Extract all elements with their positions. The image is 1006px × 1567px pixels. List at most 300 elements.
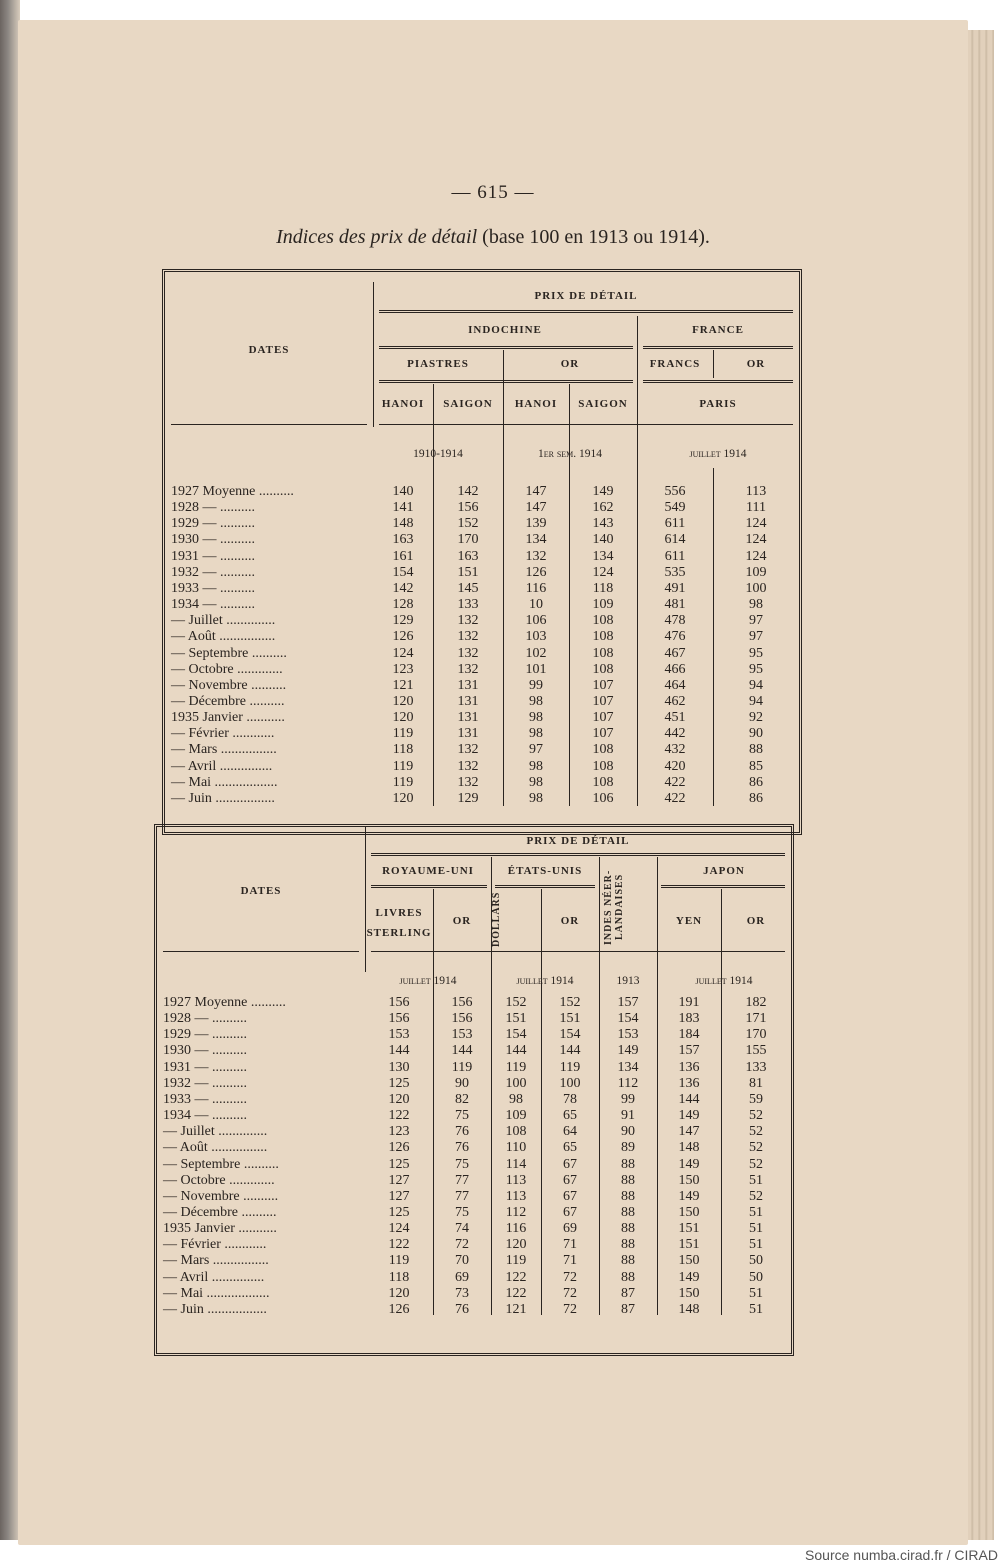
cell-value: 100 [745,580,767,596]
saigon-header-1: SAIGON [443,398,493,410]
cell-value: 77 [455,1188,469,1204]
row-label: 1934 — .......... [171,597,255,613]
table-row [157,1124,791,1140]
cell-value: 87 [621,1285,635,1301]
cell-value: 136 [678,1059,700,1075]
cell-value: 118 [388,1269,410,1285]
cell-value: 478 [664,613,686,629]
cell-value: 99 [621,1091,635,1107]
row-label: — Juin ................. [171,790,275,806]
cell-value: 108 [505,1124,527,1140]
cell-value: 132 [457,661,479,677]
row-label: 1930 — .......... [163,1043,247,1059]
base-period-1: juillet 1914 [399,975,457,987]
book-spine-edge [0,0,20,1540]
cell-value: 611 [664,548,686,564]
cell-value: 90 [749,726,763,742]
cell-value: 88 [621,1237,635,1253]
cell-value: 182 [745,995,767,1010]
table-row [165,532,799,548]
cell-value: 65 [563,1140,577,1156]
or-header-3: OR [746,915,766,927]
cell-value: 118 [392,742,414,758]
cell-value: 150 [678,1285,700,1301]
cell-value: 88 [621,1253,635,1269]
cell-value: 126 [525,564,547,580]
row-label: — Mai .................. [163,1285,270,1301]
cell-value: 114 [505,1156,527,1172]
base-period-2: 1er sem. 1914 [537,448,603,460]
cell-value: 151 [505,1011,527,1027]
cell-value: 72 [563,1269,577,1285]
cell-value: 144 [678,1091,700,1107]
cell-value: 122 [388,1108,410,1124]
cell-value: 144 [559,1043,581,1059]
royaume-uni-header: ROYAUME-UNI [382,865,474,877]
cell-value: 76 [455,1124,469,1140]
cell-value: 432 [664,742,686,758]
cell-value: 67 [563,1156,577,1172]
cell-value: 132 [457,742,479,758]
cell-value: 112 [505,1204,527,1220]
cell-value: 156 [388,995,410,1010]
row-label: 1931 — .......... [163,1059,247,1075]
piastres-header: PIASTRES [407,358,469,370]
cell-value: 144 [388,1043,410,1059]
row-label: — Juillet .............. [171,613,276,629]
cell-value: 153 [617,1027,639,1043]
livres-sterling-header [365,903,433,943]
cell-value: 95 [749,661,763,677]
cell-value: 51 [749,1172,763,1188]
row-label: — Mars ................ [163,1253,269,1269]
base-period-3: juillet 1914 [689,448,747,460]
table-row [165,742,799,758]
cell-value: 136 [678,1075,700,1091]
cell-value: 82 [455,1091,469,1107]
cell-value: 151 [678,1221,700,1237]
cell-value: 149 [678,1156,700,1172]
cell-value: 108 [592,742,614,758]
cell-value: 119 [559,1059,581,1075]
cell-value: 52 [749,1124,763,1140]
cell-value: 102 [525,645,547,661]
cell-value: 122 [505,1285,527,1301]
cell-value: 124 [388,1221,410,1237]
cell-value: 147 [525,500,547,516]
cell-value: 73 [455,1285,469,1301]
cell-value: 111 [746,500,766,516]
cell-value: 120 [388,1091,410,1107]
cell-value: 98 [509,1091,523,1107]
indes-header: INDES NÉER-LANDAISES [603,869,625,945]
cell-value: 153 [451,1027,473,1043]
cell-value: 119 [505,1059,527,1075]
cell-value: 161 [392,548,414,564]
cell-value: 149 [678,1108,700,1124]
cell-value: 126 [388,1301,410,1317]
cell-value: 90 [621,1124,635,1140]
cell-value: 51 [749,1221,763,1237]
cell-value: 150 [678,1204,700,1220]
cell-value: 109 [745,564,767,580]
row-label: — Juin ................. [163,1301,267,1317]
row-label: 1930 — .......... [171,532,255,548]
cell-value: 75 [455,1204,469,1220]
cell-value: 67 [563,1172,577,1188]
cell-value: 134 [525,532,547,548]
cell-value: 154 [392,564,414,580]
cell-value: 98 [529,710,543,726]
cell-value: 107 [592,677,614,693]
group-header: PRIX DE DÉTAIL [534,290,638,302]
cell-value: 52 [749,1140,763,1156]
table-row [157,1043,791,1059]
table-uk-us-indes-japon [154,824,794,1356]
cell-value: 156 [451,995,473,1010]
cell-value: 113 [745,484,767,499]
cell-value: 10 [529,597,543,613]
cell-value: 106 [592,790,614,806]
cell-value: 156 [451,1011,473,1027]
row-label: — Septembre .......... [163,1156,279,1172]
cell-value: 86 [749,790,763,806]
table-row [165,484,799,500]
group-header: PRIX DE DÉTAIL [526,835,630,847]
cell-value: 157 [678,1043,700,1059]
cell-value: 491 [664,580,686,596]
cell-value: 113 [505,1188,527,1204]
cell-value: 51 [749,1301,763,1317]
table-row [165,775,799,791]
cell-value: 122 [505,1269,527,1285]
cell-value: 98 [529,693,543,709]
cell-value: 50 [749,1269,763,1285]
page-title [18,226,968,249]
cell-value: 128 [392,597,414,613]
cell-value: 52 [749,1156,763,1172]
cell-value: 171 [745,1011,767,1027]
etats-unis-header: ÉTATS-UNIS [507,865,583,877]
cell-value: 88 [621,1172,635,1188]
cell-value: 162 [592,500,614,516]
cell-value: 464 [664,677,686,693]
cell-value: 107 [592,726,614,742]
cell-value: 132 [457,774,479,790]
cell-value: 88 [621,1269,635,1285]
table-row [157,1237,791,1253]
table-row [157,1286,791,1302]
cell-value: 64 [563,1124,577,1140]
table-row [157,1027,791,1043]
dollars-header: DOLLARS [491,891,502,947]
cell-value: 76 [455,1301,469,1317]
row-label: — Mai .................. [171,774,278,790]
cell-value: 556 [664,484,686,499]
row-label: — Novembre .......... [163,1188,279,1204]
cell-value: 65 [563,1108,577,1124]
cell-value: 131 [457,710,479,726]
cell-value: 163 [392,532,414,548]
base-period-1: 1910-1914 [413,448,463,460]
table-row [165,694,799,710]
table-row [165,597,799,613]
cell-value: 124 [745,532,767,548]
france-header: FRANCE [692,324,744,336]
cell-value: 183 [678,1011,700,1027]
cell-value: 134 [592,548,614,564]
cell-value: 121 [505,1301,527,1317]
hanoi-header-1: HANOI [381,398,425,410]
source-credit: Source numba.cirad.fr / CIRAD [805,1547,998,1563]
row-label: — Octobre ............. [171,661,283,677]
base-period-2: juillet 1914 [516,975,574,987]
cell-value: 120 [392,790,414,806]
cell-value: 549 [664,500,686,516]
table-row [165,549,799,565]
page-number: — 615 — [451,182,535,203]
row-label: — Février ............ [171,726,275,742]
or-header-2: OR [746,358,766,370]
cell-value: 107 [592,693,614,709]
cell-value: 145 [457,580,479,596]
cell-value: 143 [592,516,614,532]
cell-value: 119 [451,1059,473,1075]
cell-value: 89 [621,1140,635,1156]
table-row [165,581,799,597]
cell-value: 132 [525,548,547,564]
hanoi-header-2: HANOI [514,398,558,410]
table-row [157,1092,791,1108]
cell-value: 149 [617,1043,639,1059]
cell-value: 184 [678,1027,700,1043]
or-header-2: OR [560,915,580,927]
cell-value: 170 [457,532,479,548]
cell-value: 92 [749,710,763,726]
cell-value: 51 [749,1204,763,1220]
cell-value: 124 [392,645,414,661]
cell-value: 103 [525,629,547,645]
cell-value: 123 [392,661,414,677]
cell-value: 155 [745,1043,767,1059]
table-row [157,1302,791,1318]
cell-value: 150 [678,1253,700,1269]
cell-value: 94 [749,677,763,693]
cell-value: 152 [457,516,479,532]
cell-value: 124 [745,516,767,532]
row-label: 1927 Moyenne .......... [163,995,286,1010]
table-row [157,1011,791,1027]
cell-value: 76 [455,1140,469,1156]
or-header-1: OR [452,915,472,927]
cell-value: 157 [617,995,639,1010]
cell-value: 132 [457,629,479,645]
francs-header: FRANCS [649,358,701,370]
row-label: 1928 — .......... [171,500,255,516]
cell-value: 124 [745,548,767,564]
row-label: 1929 — .......... [163,1027,247,1043]
cell-value: 123 [388,1124,410,1140]
table-row [157,1140,791,1156]
cell-value: 125 [388,1204,410,1220]
cell-value: 148 [678,1140,700,1156]
cell-value: 69 [563,1221,577,1237]
row-label: 1928 — .......... [163,1011,247,1027]
row-label: — Décembre .......... [171,693,285,709]
table-row [165,678,799,694]
cell-value: 120 [392,693,414,709]
cell-value: 154 [505,1027,527,1043]
cell-value: 121 [392,677,414,693]
cell-value: 142 [457,484,479,499]
yen-header: YEN [675,915,703,927]
cell-value: 126 [388,1140,410,1156]
base-period-3: 1913 [616,975,640,987]
cell-value: 148 [678,1301,700,1317]
cell-value: 70 [455,1253,469,1269]
cell-value: 88 [621,1204,635,1220]
cell-value: 467 [664,645,686,661]
row-label: 1932 — .......... [171,564,255,580]
table-row [165,662,799,678]
cell-value: 100 [505,1075,527,1091]
cell-value: 126 [392,629,414,645]
cell-value: 611 [664,516,686,532]
row-label: 1931 — .......... [171,548,255,564]
row-label: 1932 — .......... [163,1075,247,1091]
cell-value: 191 [678,995,700,1010]
cell-value: 100 [559,1075,581,1091]
livres-label: LIVRES [375,907,423,919]
cell-value: 81 [749,1075,763,1091]
cell-value: 95 [749,645,763,661]
cell-value: 98 [749,597,763,613]
cell-value: 51 [749,1285,763,1301]
cell-value: 462 [664,693,686,709]
table-row [157,995,791,1011]
cell-value: 108 [592,645,614,661]
cell-value: 108 [592,661,614,677]
cell-value: 72 [563,1301,577,1317]
cell-value: 97 [749,613,763,629]
table-row [157,1205,791,1221]
cell-value: 67 [563,1188,577,1204]
cell-value: 125 [388,1156,410,1172]
cell-value: 149 [678,1269,700,1285]
table-row [165,710,799,726]
cell-value: 140 [592,532,614,548]
row-label: — Novembre .......... [171,677,287,693]
or-header-1: OR [560,358,580,370]
row-label: — Avril ............... [163,1269,265,1285]
cell-value: 59 [749,1091,763,1107]
cell-value: 144 [451,1043,473,1059]
cell-value: 75 [455,1108,469,1124]
cell-value: 156 [457,500,479,516]
cell-value: 119 [505,1253,527,1269]
cell-value: 124 [592,564,614,580]
table-row [157,1173,791,1189]
cell-value: 466 [664,661,686,677]
cell-value: 133 [457,597,479,613]
cell-value: 51 [749,1237,763,1253]
table-row [165,791,799,807]
row-label: — Août ................ [163,1140,268,1156]
japon-header: JAPON [703,865,745,877]
cell-value: 120 [388,1285,410,1301]
row-label: 1933 — .......... [171,580,255,596]
cell-value: 119 [392,758,414,774]
title-rest: (base 100 en 1913 ou 1914). [482,226,710,248]
cell-value: 129 [392,613,414,629]
cell-value: 113 [505,1172,527,1188]
row-label: — Décembre .......... [163,1204,277,1220]
cell-value: 109 [505,1108,527,1124]
cell-value: 120 [505,1237,527,1253]
cell-value: 108 [592,758,614,774]
book-page [18,20,968,1545]
cell-value: 152 [559,995,581,1010]
cell-value: 110 [505,1140,527,1156]
cell-value: 134 [617,1059,639,1075]
table-row [165,500,799,516]
table-row [165,646,799,662]
row-label: 1933 — .......... [163,1091,247,1107]
cell-value: 148 [392,516,414,532]
cell-value: 122 [388,1237,410,1253]
cell-value: 139 [525,516,547,532]
cell-value: 140 [392,484,414,499]
cell-value: 98 [529,758,543,774]
cell-value: 153 [388,1027,410,1043]
cell-value: 535 [664,564,686,580]
cell-value: 118 [592,580,614,596]
cell-value: 156 [388,1011,410,1027]
cell-value: 97 [749,629,763,645]
cell-value: 87 [621,1301,635,1317]
cell-value: 71 [563,1253,577,1269]
cell-value: 116 [505,1221,527,1237]
table-row [157,1157,791,1173]
cell-value: 119 [392,774,414,790]
cell-value: 108 [592,774,614,790]
sterling-label: STERLING [366,927,432,939]
cell-value: 72 [455,1237,469,1253]
cell-value: 132 [457,645,479,661]
cell-value: 129 [457,790,479,806]
cell-value: 78 [563,1091,577,1107]
cell-value: 112 [617,1075,639,1091]
cell-value: 69 [455,1269,469,1285]
cell-value: 75 [455,1156,469,1172]
cell-value: 77 [455,1172,469,1188]
row-label: — Mars ................ [171,742,277,758]
cell-value: 132 [457,758,479,774]
cell-value: 52 [749,1188,763,1204]
cell-value: 147 [678,1124,700,1140]
cell-value: 151 [678,1237,700,1253]
cell-value: 170 [745,1027,767,1043]
cell-value: 131 [457,677,479,693]
cell-value: 98 [529,790,543,806]
saigon-header-2: SAIGON [578,398,628,410]
row-label: 1927 Moyenne .......... [171,484,294,499]
cell-value: 72 [563,1285,577,1301]
row-label: — Février ............ [163,1237,267,1253]
cell-value: 141 [392,500,414,516]
cell-value: 144 [505,1043,527,1059]
paris-header: PARIS [699,398,737,410]
